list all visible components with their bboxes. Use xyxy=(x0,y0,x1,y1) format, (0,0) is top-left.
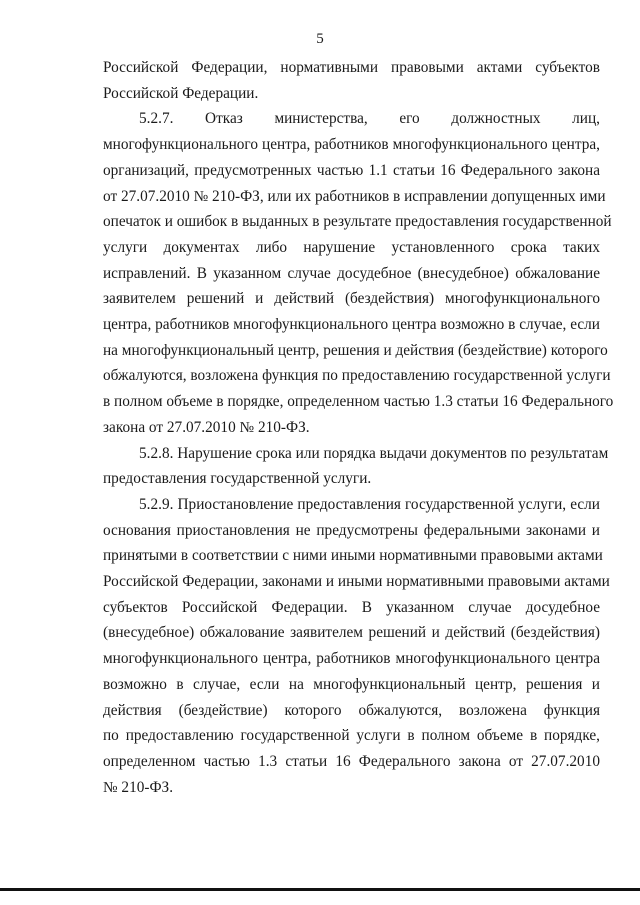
paragraph-5-2-7 xyxy=(103,106,614,440)
text-line: на многофункциональный центр, решения и действия (бездействие) которого xyxy=(103,341,608,359)
text-line: обжалуются, возложена функция по предоставлению государственной услуги xyxy=(103,367,611,385)
text-line: в полном объеме в порядке, определенном частью 1.3 статьи 16 Федерального xyxy=(103,393,614,411)
document-body xyxy=(103,55,614,800)
text-line: от 27.07.2010 № 210-ФЗ, или их работников в исправлении допущенных ими xyxy=(103,187,606,205)
paragraph-5-2-9 xyxy=(103,492,610,800)
text-line: 5.2.9. Приостановление предоставления государственной услуги, если xyxy=(139,495,600,513)
paragraph-5-2-8 xyxy=(103,441,609,492)
text-line: исправлений. В указанном случае досудебное (внесудебное) обжалование xyxy=(103,264,600,282)
text-line: заявителем решений и действий (бездействия) многофункционального xyxy=(103,290,600,308)
text-line: 5.2.7. Отказ министерства, его должностных лиц, xyxy=(139,110,600,128)
text-line: по предоставлению государственной услуги в полном объеме в порядке, xyxy=(103,727,600,745)
text-line: Российской Федерации. xyxy=(103,84,259,102)
text-line: определенном частью 1.3 статьи 16 Федерального закона от 27.07.2010 xyxy=(103,752,600,770)
text-line: Российской Федерации, нормативными правовыми актами субъектов xyxy=(103,59,600,76)
text-line: закона от 27.07.2010 № 210-ФЗ. xyxy=(103,418,310,436)
text-line: принятыми в соответствии с ними иными нормативными правовыми актами xyxy=(103,547,603,565)
text-line: основания приостановления не предусмотрены федеральными законами и xyxy=(103,521,600,539)
paragraph-intro xyxy=(103,55,600,106)
bottom-rule xyxy=(0,888,640,891)
page-number: 5 xyxy=(316,31,324,47)
text-line: многофункционального центра, работников многофункционального центра, xyxy=(103,136,600,154)
text-line: услуги документах либо нарушение установленного срока таких xyxy=(103,238,600,256)
text-line: предоставления государственной услуги. xyxy=(103,470,372,488)
text-line: № 210-ФЗ. xyxy=(103,778,174,796)
text-line: (внесудебное) обжалование заявителем решений и действий (бездействия) xyxy=(103,624,600,642)
text-line: возможно в случае, если на многофункциональный центр, решения и xyxy=(103,675,600,693)
text-line: субъектов Российской Федерации. В указанном случае досудебное xyxy=(103,598,600,616)
text-line: организаций, предусмотренных частью 1.1 статьи 16 Федерального закона xyxy=(103,161,600,179)
text-line: многофункционального центра, работников многофункционального центра xyxy=(103,650,600,668)
text-line: Российской Федерации, законами и иными нормативными правовыми актами xyxy=(103,573,610,591)
text-line: опечаток и ошибок в выданных в результате предоставления государственной xyxy=(103,213,612,231)
text-line: центра, работников многофункционального центра возможно в случае, если xyxy=(103,316,600,334)
text-line: 5.2.8. Нарушение срока или порядка выдачи документов по результатам xyxy=(139,444,609,462)
text-line: действия (бездействие) которого обжалуются, возложена функция xyxy=(103,701,600,719)
